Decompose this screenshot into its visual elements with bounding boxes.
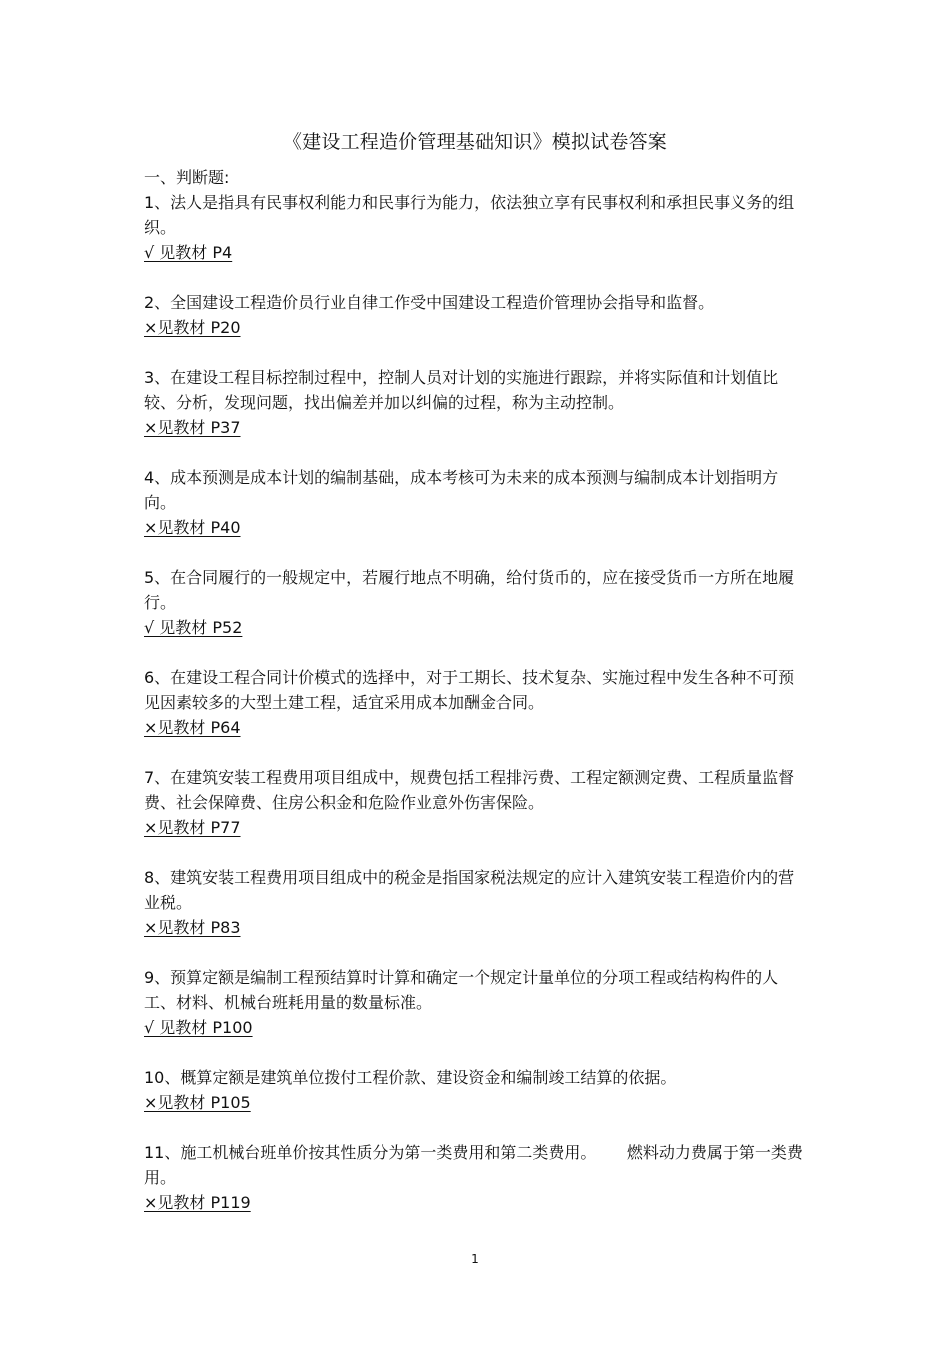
question-text: 2、全国建设工程造价员行业自律工作受中国建设工程造价管理协会指导和监督。 (144, 293, 715, 312)
question-answer: √ 见教材 P4 (144, 243, 233, 262)
question-text: 11、施工机械台班单价按其性质分为第一类费用和第二类费用。 燃料动力费属于第一类费用。 (144, 1143, 803, 1187)
question-answer: ×见教材 P77 (144, 818, 241, 837)
question-7 (144, 765, 809, 840)
question-text: 9、预算定额是编制工程预结算时计算和确定一个规定计量单位的分项工程或结构构件的人工、材料、机械台班耗用量的数量标准。 (144, 968, 779, 1012)
document-title: 《建设工程造价管理基础知识》模拟试卷答案 (282, 131, 667, 153)
question-text: 7、在建筑安装工程费用项目组成中，规费包括工程排污费、工程定额测定费、工程质量监督费、社会保障费、住房公积金和危险作业意外伤害保险。 (144, 768, 795, 812)
question-11 (144, 1140, 809, 1215)
question-answer: ×见教材 P64 (144, 718, 241, 737)
question-8 (144, 865, 809, 940)
question-answer: ×见教材 P37 (144, 418, 241, 437)
section-heading: 一、判断题: (144, 168, 230, 187)
question-text: 1、法人是指具有民事权利能力和民事行为能力，依法独立享有民事权利和承担民事义务的组织。 (144, 193, 795, 237)
question-9 (144, 965, 809, 1040)
question-2 (144, 290, 809, 340)
question-text: 4、成本预测是成本计划的编制基础，成本考核可为未来的成本预测与编制成本计划指明方向。 (144, 468, 779, 512)
question-answer: √ 见教材 P52 (144, 618, 243, 637)
question-answer: √ 见教材 P100 (144, 1018, 253, 1037)
question-text: 3、在建设工程目标控制过程中，控制人员对计划的实施进行跟踪，并将实际值和计划值比较、分析，发现问题，找出偏差并加以纠偏的过程，称为主动控制。 (144, 368, 779, 412)
document-body (144, 165, 809, 1240)
question-answer: ×见教材 P119 (144, 1193, 251, 1212)
question-5 (144, 565, 809, 640)
question-6 (144, 665, 809, 740)
question-text: 8、建筑安装工程费用项目组成中的税金是指国家税法规定的应计入建筑安装工程造价内的营业税。 (144, 868, 795, 912)
question-answer: ×见教材 P83 (144, 918, 241, 937)
question-3 (144, 365, 809, 440)
page-number: 1 (471, 1252, 479, 1266)
question-answer: ×见教材 P40 (144, 518, 241, 537)
question-1 (144, 190, 809, 265)
question-4 (144, 465, 809, 540)
question-text: 10、概算定额是建筑单位拨付工程价款、建设资金和编制竣工结算的依据。 (144, 1068, 677, 1087)
question-10 (144, 1065, 809, 1115)
question-text: 5、在合同履行的一般规定中，若履行地点不明确，给付货币的，应在接受货币一方所在地履行。 (144, 568, 795, 612)
question-answer: ×见教材 P105 (144, 1093, 251, 1112)
question-text: 6、在建设工程合同计价模式的选择中，对于工期长、技术复杂、实施过程中发生各种不可预见因素较多的大型土建工程，适宜采用成本加酬金合同。 (144, 668, 795, 712)
question-answer: ×见教材 P20 (144, 318, 241, 337)
